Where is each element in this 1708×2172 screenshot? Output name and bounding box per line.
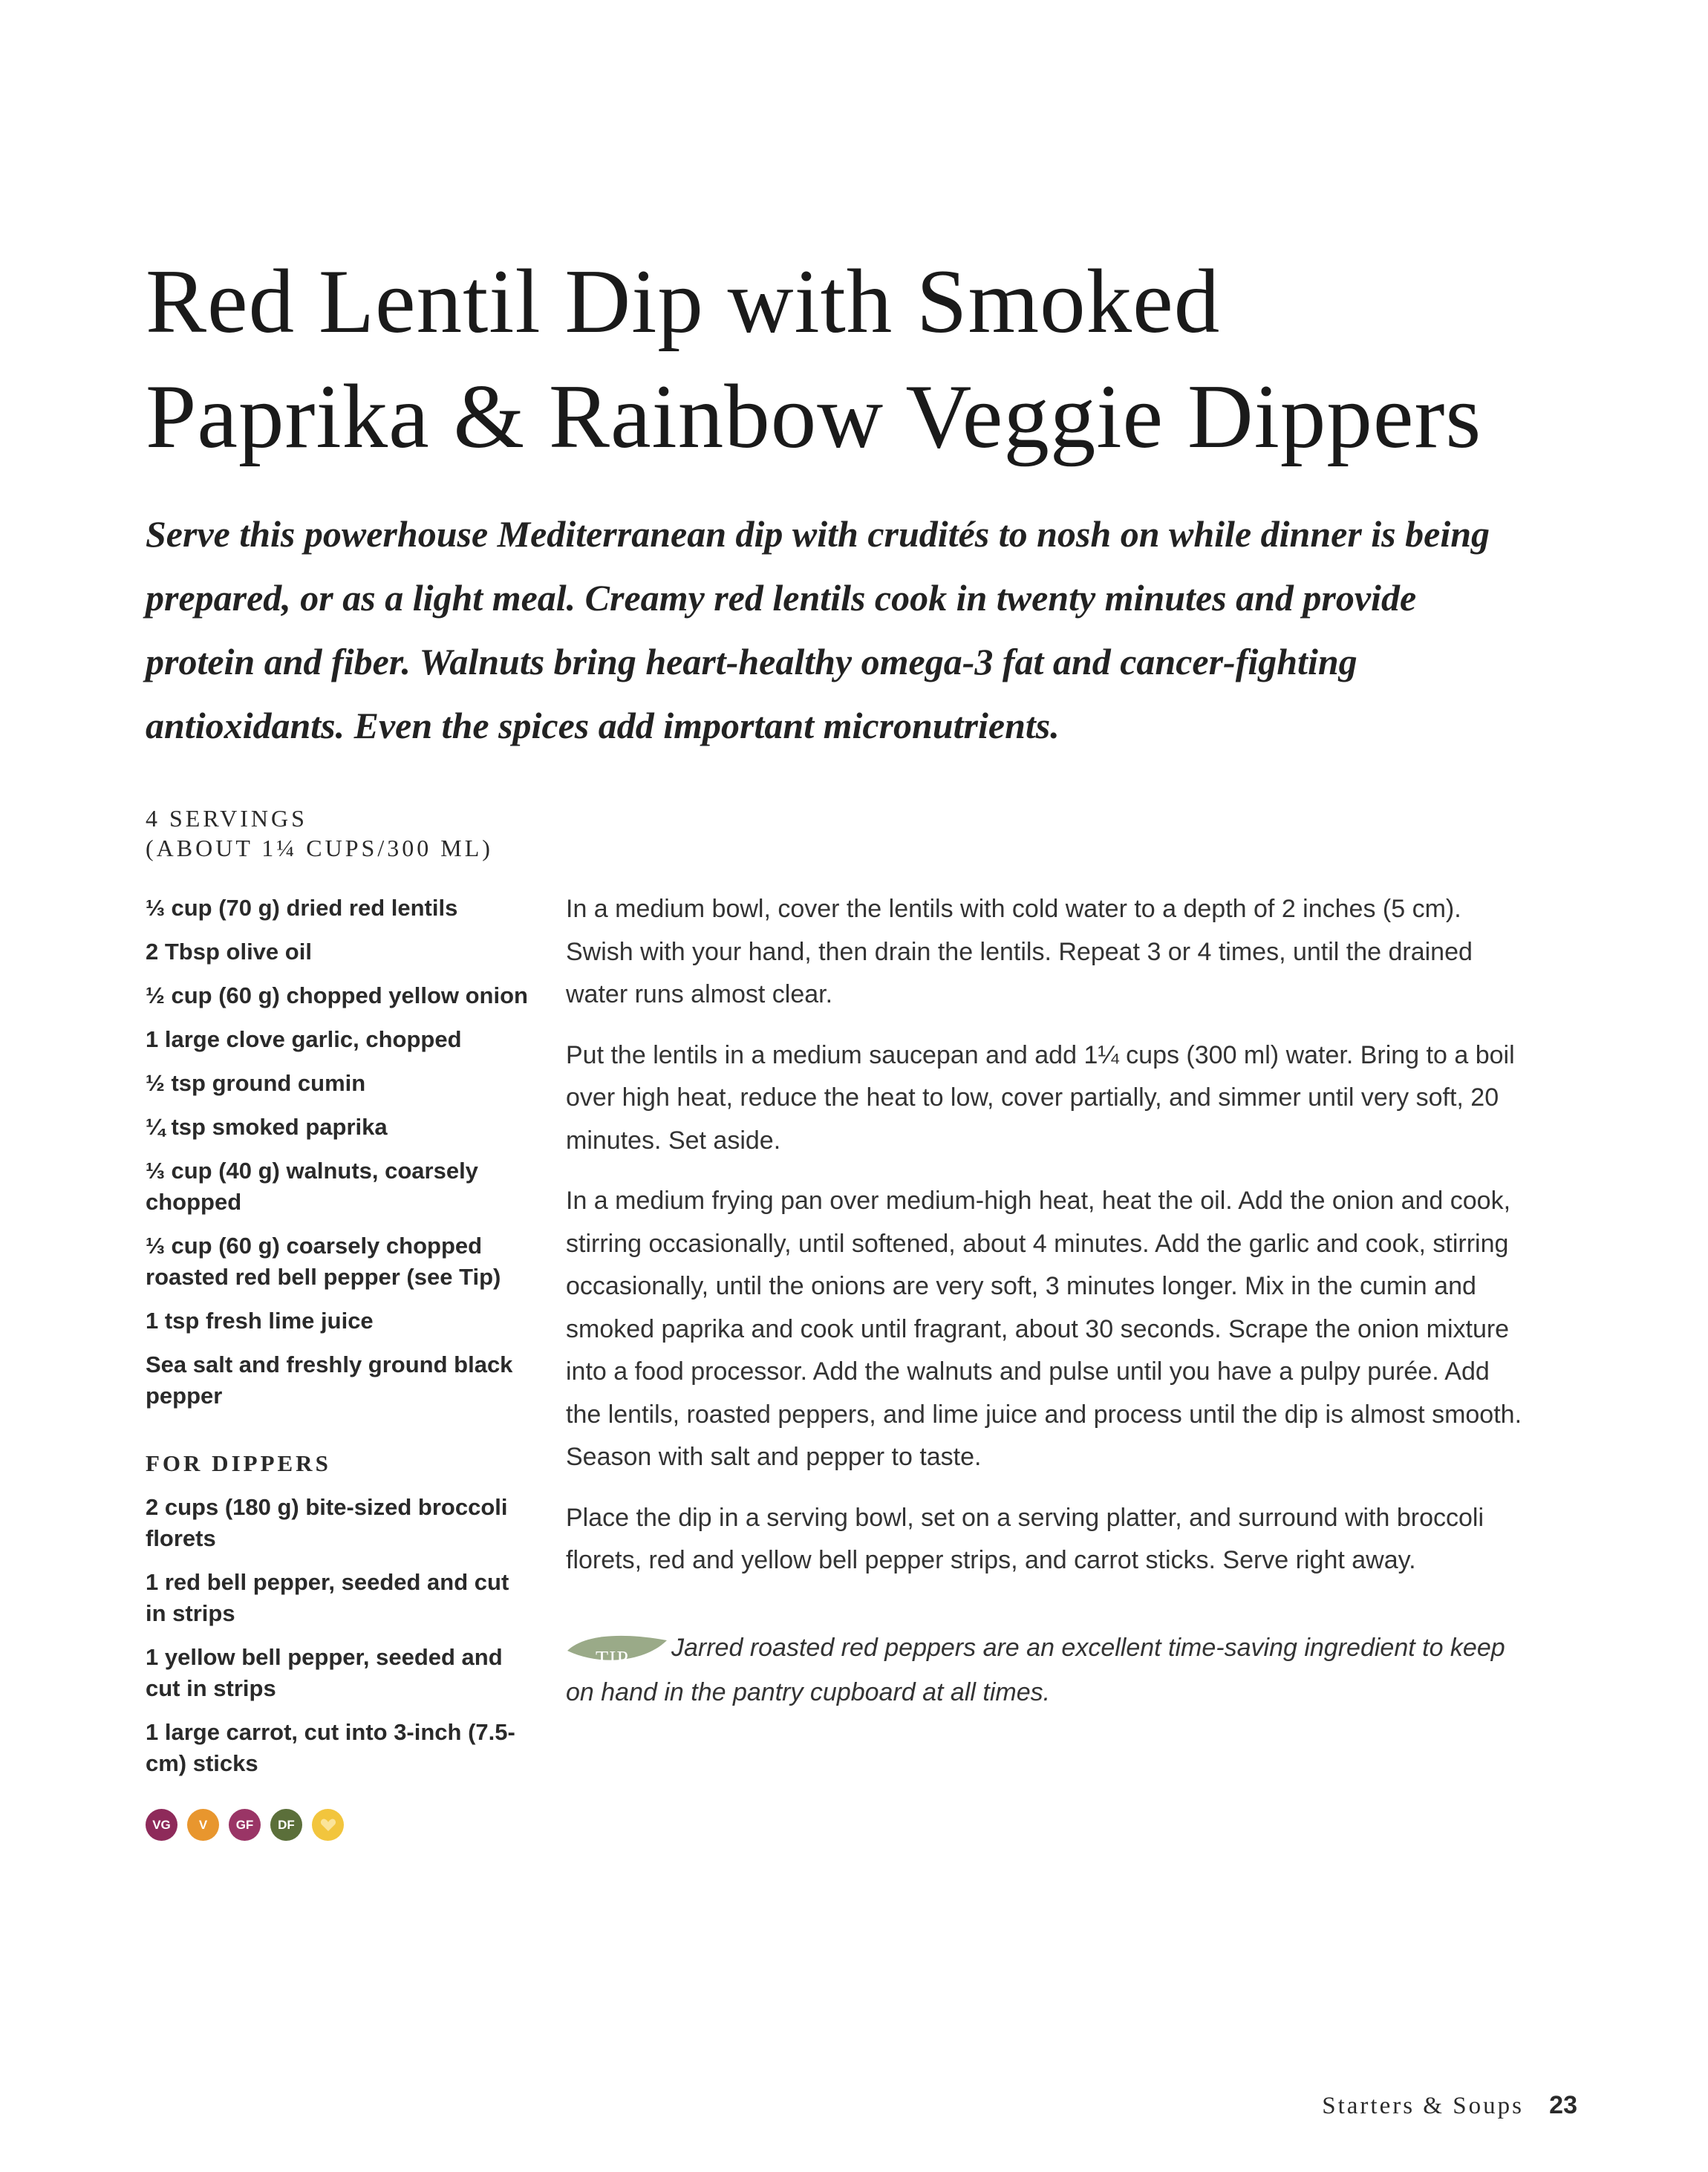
gluten-free-badge-icon: GF: [229, 1809, 261, 1841]
title-line: Paprika & Rainbow Veggie Dippers: [146, 365, 1482, 467]
tip-note: [566, 1625, 1531, 1715]
tip-text: Jarred roasted red peppers are an excellent time-saving ingredient to keep on hand in the pantry cupboard at all times.: [566, 1633, 1505, 1706]
ingredient-item: ⅓ cup (40 g) walnuts, coarsely chopped: [146, 1158, 478, 1215]
tip-label: TIP: [596, 1647, 629, 1671]
dipper-item: 1 yellow bell pepper, seeded and cut in strips: [146, 1644, 503, 1701]
method-steps: [566, 888, 1531, 1715]
dairy-free-badge-icon: DF: [270, 1809, 302, 1841]
section-name: Starters & Soups: [1322, 2093, 1524, 2119]
ingredient-item: ½ tsp ground cumin: [146, 1070, 366, 1096]
servings: 4 SERVINGS: [146, 805, 307, 832]
recipe-intro: Serve this powerhouse Mediterranean dip with crudités to nosh on while dinner is being prepared, or as a light meal. Creamy red lentils cook in twenty minutes and provide protein and fiber. Walnuts bring heart-healthy omega-3 fat and cancer-fighting antioxidants. Even the spices add important micronutrients.: [146, 513, 1490, 746]
page-footer: [1322, 2091, 1577, 2120]
dipper-item: 1 large carrot, cut into 3-inch (7.5-cm) sticks: [146, 1719, 515, 1776]
page-number: 23: [1549, 2091, 1577, 2119]
title-line: Red Lentil Dip with Smoked: [146, 250, 1221, 352]
method-step: In a medium bowl, cover the lentils with cold water to a depth of 2 inches (5 cm). Swish with your hand, then drain the lentils. Repeat 3 or 4 times, until the drained water runs almost clear.: [566, 895, 1473, 1008]
ingredient-item: ⅓ cup (70 g) dried red lentils: [146, 895, 458, 921]
method-step: In a medium frying pan over medium-high heat, heat the oil. Add the onion and cook, stirring occasionally, until softened, about 4 minutes. Add the garlic and cook, stirring occasionally, until the onions are very soft, 3 minutes longer. Mix in the cumin and smoked paprika and cook until fragrant, about 30 seconds. Scrape the onion mixture into a food processor. Add the walnuts and pulse until you have a pulpy purée. Add the lentils, roasted peppers, and lime juice and process until the dip is almost smooth. Season with salt and pepper to taste.: [566, 1187, 1522, 1471]
vegan-badge-icon: VG: [146, 1809, 177, 1841]
tip-leaf-icon: [566, 1633, 668, 1671]
ingredients-list: [146, 893, 532, 1853]
ingredient-item: ½ cup (60 g) chopped yellow onion: [146, 982, 528, 1008]
dipper-item: 2 cups (180 g) bite-sized broccoli florets: [146, 1494, 508, 1551]
diet-badges: [146, 1809, 532, 1841]
heart-healthy-badge-icon: [312, 1809, 344, 1841]
dippers-heading: FOR DIPPERS: [146, 1450, 331, 1476]
ingredient-item: 1 tsp fresh lime juice: [146, 1308, 374, 1334]
method-step: Place the dip in a serving bowl, set on a serving platter, and surround with broccoli florets, red and yellow bell pepper strips, and carrot sticks. Serve right away.: [566, 1503, 1484, 1574]
ingredient-item: ¼ tsp smoked paprika: [146, 1114, 388, 1140]
ingredient-item: 1 large clove garlic, chopped: [146, 1026, 462, 1052]
yield-info: [146, 803, 561, 863]
ingredient-item: Sea salt and freshly ground black pepper: [146, 1351, 513, 1409]
quantity: (ABOUT 1¼ CUPS/300 ML): [146, 835, 493, 861]
ingredient-item: ⅓ cup (60 g) coarsely chopped roasted red bell pepper (see Tip): [146, 1233, 501, 1290]
dipper-item: 1 red bell pepper, seeded and cut in strips: [146, 1569, 509, 1626]
method-step: Put the lentils in a medium saucepan and add 1¼ cups (300 ml) water. Bring to a boil over high heat, reduce the heat to low, cover partially, and simmer until very soft, 20 minutes. Set aside.: [566, 1040, 1515, 1155]
ingredient-item: 2 Tbsp olive oil: [146, 939, 312, 965]
recipe-title: [146, 244, 1601, 474]
vegetarian-badge-icon: V: [187, 1809, 219, 1841]
